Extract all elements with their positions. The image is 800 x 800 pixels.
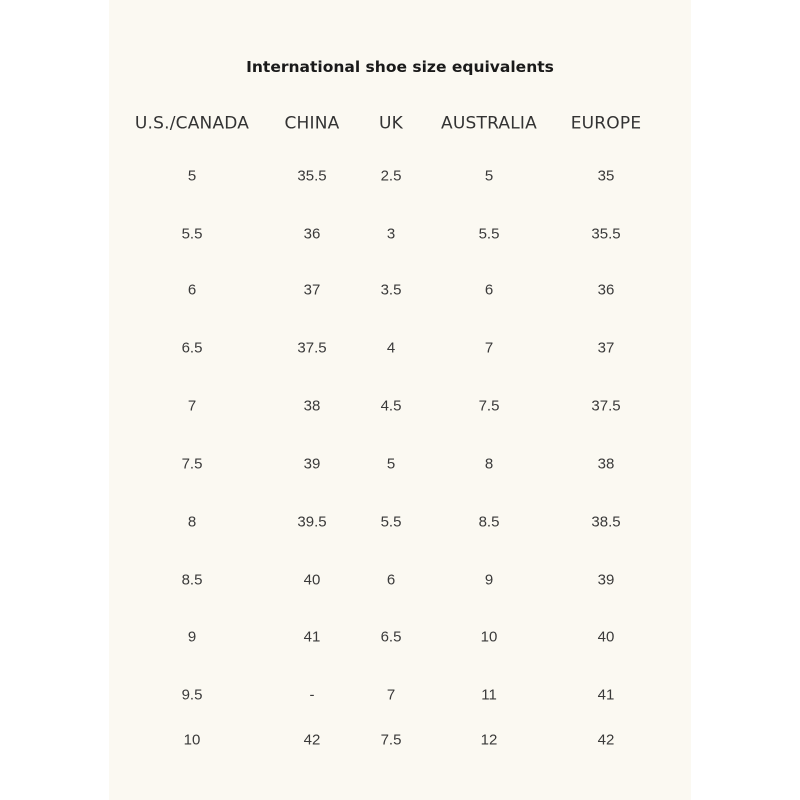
size-cell-uk: 6 [386, 571, 396, 589]
chart-title: International shoe size equivalents [246, 58, 554, 76]
size-cell-australia: 7 [484, 339, 494, 357]
size-cell-europe: 40 [597, 628, 615, 646]
size-cell-china: 37.5 [297, 339, 327, 357]
size-cell-china: - [309, 686, 315, 704]
size-cell-us-canada: 8 [187, 513, 197, 531]
size-cell-australia: 7.5 [478, 397, 500, 415]
size-cell-china: 39 [303, 455, 321, 473]
size-cell-europe: 38 [597, 455, 615, 473]
size-cell-europe: 35 [597, 167, 615, 185]
size-cell-uk: 3.5 [380, 281, 402, 299]
size-cell-us-canada: 6.5 [181, 339, 203, 357]
size-cell-australia: 9 [484, 571, 494, 589]
size-cell-us-canada: 7 [187, 397, 197, 415]
size-cell-us-canada: 5 [187, 167, 197, 185]
size-cell-us-canada: 9 [187, 628, 197, 646]
size-cell-uk: 2.5 [380, 167, 402, 185]
size-cell-europe: 37.5 [591, 397, 621, 415]
size-cell-europe: 39 [597, 571, 615, 589]
size-cell-uk: 4.5 [380, 397, 402, 415]
size-cell-europe: 42 [597, 731, 615, 749]
size-chart-panel [109, 0, 691, 800]
size-cell-europe: 36 [597, 281, 615, 299]
size-cell-australia: 10 [480, 628, 498, 646]
column-header-us-canada: U.S./CANADA [134, 113, 250, 134]
size-cell-australia: 8 [484, 455, 494, 473]
size-cell-uk: 5 [386, 455, 396, 473]
column-header-uk: UK [379, 113, 403, 134]
size-cell-us-canada: 7.5 [181, 455, 203, 473]
size-cell-us-canada: 5.5 [181, 225, 203, 243]
size-cell-us-canada: 6 [187, 281, 197, 299]
size-cell-china: 41 [303, 628, 321, 646]
size-cell-china: 40 [303, 571, 321, 589]
size-cell-europe: 35.5 [591, 225, 621, 243]
size-cell-australia: 5 [484, 167, 494, 185]
size-cell-china: 37 [303, 281, 321, 299]
size-cell-australia: 12 [480, 731, 498, 749]
size-cell-us-canada: 9.5 [181, 686, 203, 704]
size-cell-australia: 6 [484, 281, 494, 299]
size-cell-uk: 5.5 [380, 513, 402, 531]
column-header-australia: AUSTRALIA [441, 113, 537, 134]
size-cell-europe: 41 [597, 686, 615, 704]
size-cell-australia: 8.5 [478, 513, 500, 531]
size-cell-uk: 3 [386, 225, 396, 243]
size-cell-uk: 7.5 [380, 731, 402, 749]
size-cell-uk: 6.5 [380, 628, 402, 646]
size-cell-uk: 4 [386, 339, 396, 357]
size-cell-china: 38 [303, 397, 321, 415]
size-cell-china: 39.5 [297, 513, 327, 531]
column-header-europe: EUROPE [570, 113, 642, 134]
size-cell-europe: 37 [597, 339, 615, 357]
column-header-china: CHINA [284, 113, 340, 134]
size-cell-australia: 11 [481, 686, 497, 704]
size-cell-china: 36 [303, 225, 321, 243]
size-cell-europe: 38.5 [591, 513, 621, 531]
size-cell-china: 42 [303, 731, 321, 749]
size-cell-us-canada: 10 [183, 731, 201, 749]
size-cell-china: 35.5 [297, 167, 327, 185]
size-cell-us-canada: 8.5 [181, 571, 203, 589]
size-cell-australia: 5.5 [478, 225, 500, 243]
size-cell-uk: 7 [386, 686, 396, 704]
